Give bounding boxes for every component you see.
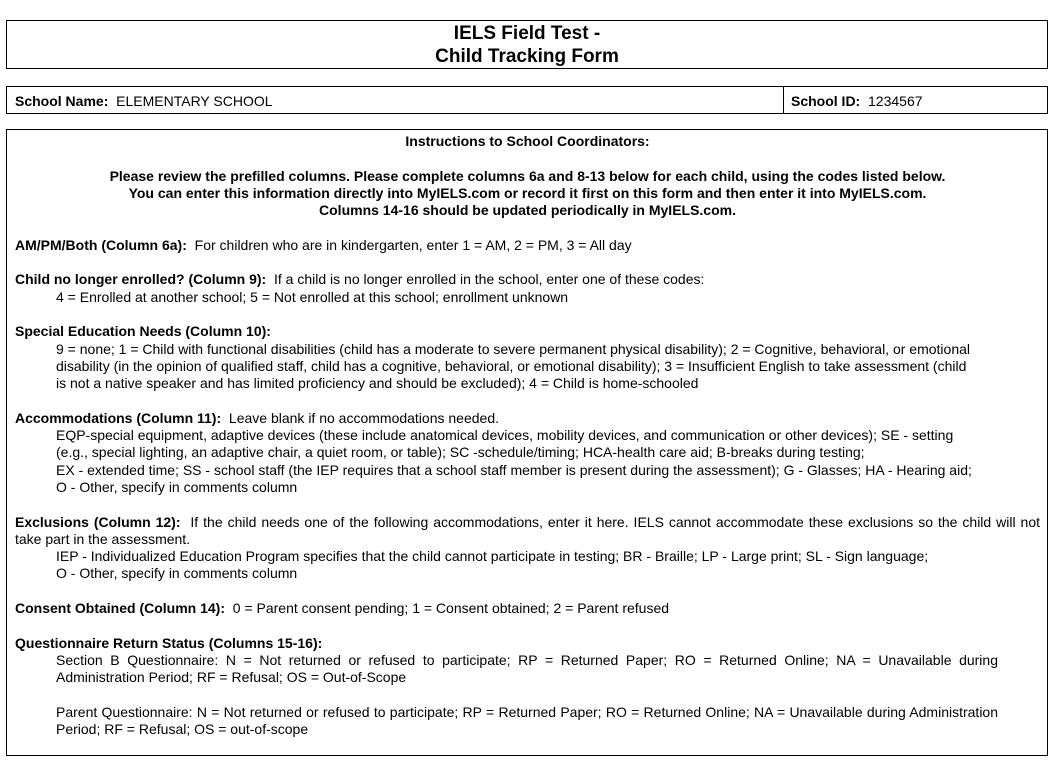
ampm-text: For children who are in kindergarten, enter 1 = AM, 2 = PM, 3 = All day [194,236,632,253]
consent-section [15,600,1040,617]
instructions-intro-line-2: You can enter this information directly into MyIELS.com or record it first on this form and then enter it into MyIELS.com. [128,184,927,201]
enrolled-text: If a child is no longer enrolled in the school, enter one of these codes: [274,271,705,288]
exclusions-line-2: O - Other, specify in comments column [56,565,298,582]
ampm-label: AM/PM/Both (Column 6a): [15,236,187,253]
school-row-divider [783,87,784,113]
accommodations-line-4: O - Other, specify in comments column [56,478,298,495]
school-name-cell [15,93,273,109]
parent-questionnaire-status: Parent Questionnaire: N = Not returned or refused to participate; RP = Returned Paper; RO = Returned Online; NA = Unavailable during Administration Period; RF = Refusal; OS = out-of-scope [56,703,998,738]
accommodations-line-2: (e.g., special lighting, an adaptive chair, a quiet room, or table); SC -schedule/timing; HCA-health care aid; B-breaks during testing; [56,444,865,461]
instructions-intro-line-3: Columns 14-16 should be updated periodically in MyIELS.com. [319,202,736,219]
ampm-section [15,237,1040,254]
enrolled-section [15,271,1040,288]
enrolled-codes: 4 = Enrolled at another school; 5 = Not enrolled at this school; enrollment unknown [56,288,569,305]
school-name-label: School Name: [15,93,109,109]
exclusions-line-1: IEP - Individualized Education Program specifies that the child cannot participate in testing; BR - Braille; LP - Large print; SL - Sign language; [56,548,929,565]
accommodations-text: Leave blank if no accommodations needed. [228,409,499,426]
school-name-value: ELEMENTARY SCHOOL [116,93,273,109]
form-subtitle: Child Tracking Form [435,46,619,67]
form-title: IELS Field Test - [453,23,601,44]
special-ed-line-1: 9 = none; 1 = Child with functional disabilities (child has a moderate to severe permanent physical disability); 2 = Cognitive, behavioral, or emotional [56,340,970,357]
enrolled-label: Child no longer enrolled? (Column 9): [15,271,267,288]
consent-label: Consent Obtained (Column 14): [15,600,225,617]
school-info-row [6,86,1048,114]
accommodations-label: Accommodations (Column 11): [15,409,222,426]
school-id-value: 1234567 [868,93,923,109]
exclusions-section [15,514,1040,549]
special-ed-label: Special Education Needs (Column 10): [15,323,271,340]
special-ed-line-3: is not a native speaker and has limited proficiency and should be excluded); 4 = Child is home-schooled [56,375,699,392]
exclusions-text: If the child needs one of the following accommodations, enter it here. IELS cannot accommodate these exclusions so the child will not take part in the assessment. [15,513,1041,547]
consent-text: 0 = Parent consent pending; 1 = Consent obtained; 2 = Parent refused [232,600,670,617]
form-title-box [6,20,1048,69]
accommodations-line-1: EQP-special equipment, adaptive devices (these include anatomical devices, mobility devices, and communication or other devices); SE - setting [56,427,954,444]
section-b-questionnaire-status: Section B Questionnaire: N = Not returned or refused to participate; RP = Returned Paper; RO = Returned Online; NA = Unavailable during Administration Period; RF = Refusal; OS = Out-of-Scope [56,651,998,686]
accommodations-section [15,410,1040,427]
instructions-heading: Instructions to School Coordinators: [405,133,650,149]
school-id-label: School ID: [791,93,861,109]
accommodations-line-3: EX - extended time; SS - school staff (the IEP requires that a school staff member is present during the assessment); G - Glasses; HA - Hearing aid; [56,461,972,478]
instructions-intro-line-1: Please review the prefilled columns. Please complete columns 6a and 8-13 below for each child, using the codes listed below. [109,167,946,184]
school-id-cell [791,93,923,109]
special-ed-line-2: disability (in the opinion of qualified staff, child has a cognitive, behavioral, or emotional disability); 3 = Insufficient English to take assessment (child [56,357,967,374]
exclusions-label: Exclusions (Column 12): [15,513,181,530]
instructions-box [6,129,1048,756]
questionnaire-label: Questionnaire Return Status (Columns 15-16): [15,634,323,651]
